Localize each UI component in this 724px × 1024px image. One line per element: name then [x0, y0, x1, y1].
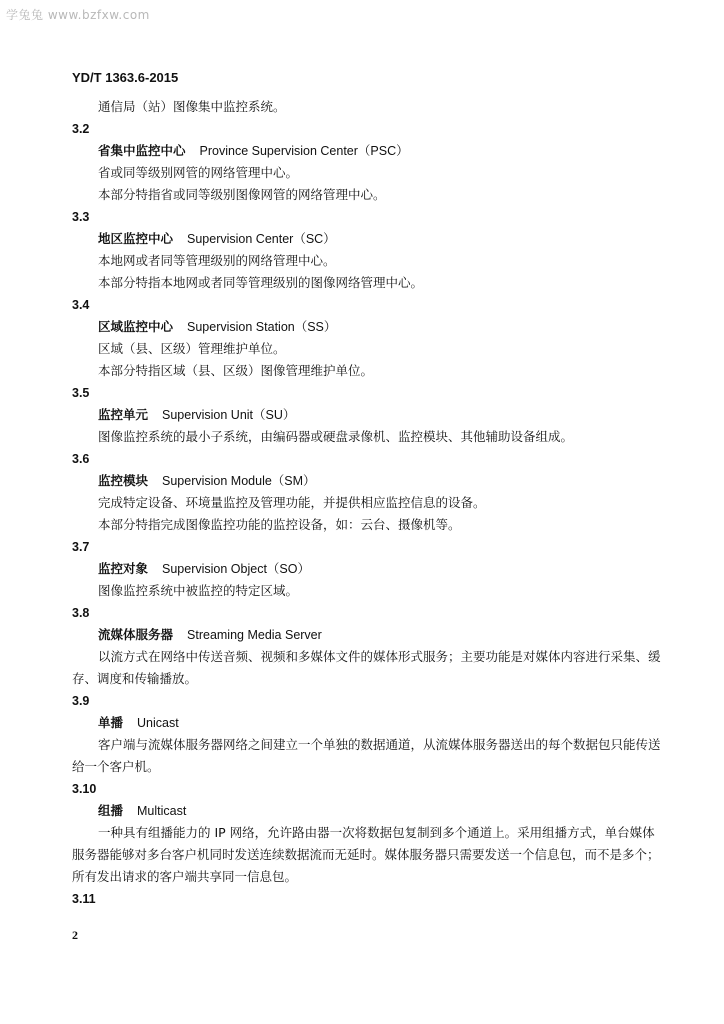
- section-number: [72, 118, 662, 140]
- section-number-text: 3.7: [72, 540, 90, 554]
- term-heading: [72, 712, 662, 734]
- term-chinese: 流媒体服务器: [98, 627, 174, 642]
- definition-text: 本部分特指本地网或者同等管理级别的图像网络管理中心。: [98, 275, 424, 290]
- term-chinese: 区域监控中心: [98, 319, 174, 334]
- definition-text: 完成特定设备、环境量监控及管理功能，并提供相应监控信息的设备。: [98, 495, 486, 510]
- section-number-text: 3.8: [72, 606, 90, 620]
- term-chinese: 监控单元: [98, 407, 149, 422]
- definition-text: 图像监控系统的最小子系统，由编码器或硬盘录像机、监控模块、其他辅助设备组成。: [98, 429, 574, 444]
- section-number-text: 3.4: [72, 298, 90, 312]
- term-english: Streaming Media Server: [187, 628, 322, 642]
- standard-code-header: YD/T 1363.6-2015: [72, 70, 179, 85]
- term-heading: [72, 800, 662, 822]
- term-heading: [72, 624, 662, 646]
- term-heading: [72, 404, 662, 426]
- term-heading: [72, 558, 662, 580]
- definition-paragraph: 以流方式在网络中传送音频、视频和多媒体文件的媒体形式服务；主要功能是对媒体内容进行采集、缓存、调度和传输播放。: [72, 649, 661, 686]
- section-number-text: 3.5: [72, 386, 90, 400]
- term-english: Supervision Center（SC）: [187, 232, 336, 246]
- term-heading: [72, 140, 662, 162]
- term-chinese: 省集中监控中心: [98, 143, 186, 158]
- definition-text: 本部分特指区域（县、区级）图像管理维护单位。: [98, 363, 374, 378]
- term-chinese: 监控对象: [98, 561, 149, 576]
- definition-text: 本部分特指省或同等级别图像网管的网络管理中心。: [98, 187, 386, 202]
- section-number: [72, 382, 662, 404]
- section-number-text: 3.3: [72, 210, 90, 224]
- term-heading: [72, 228, 662, 250]
- term-chinese: 监控模块: [98, 473, 149, 488]
- section-number-text: 3.2: [72, 122, 90, 136]
- section-number: [72, 690, 662, 712]
- term-chinese: 地区监控中心: [98, 231, 174, 246]
- definition-text: 区域（县、区级）管理维护单位。: [98, 341, 286, 356]
- term-chinese: 单播: [98, 715, 124, 730]
- definition-text: 本地网或者同等管理级别的网络管理中心。: [98, 253, 336, 268]
- term-english: Supervision Object（SO）: [162, 562, 310, 576]
- section-number: [72, 448, 662, 470]
- definition-paragraph: 客户端与流媒体服务器网络之间建立一个单独的数据通道，从流媒体服务器送出的每个数据包只能传送给一个客户机。: [72, 737, 661, 774]
- definition-text: 通信局（站）图像集中监控系统。: [98, 99, 286, 114]
- section-number: [72, 888, 662, 910]
- definition-text: 本部分特指完成图像监控功能的监控设备，如：云台、摄像机等。: [98, 517, 461, 532]
- section-number: [72, 536, 662, 558]
- section-number-text: 3.6: [72, 452, 90, 466]
- document-body: [72, 96, 662, 910]
- definition-text: 图像监控系统中被监控的特定区域。: [98, 583, 299, 598]
- section-number-text: 3.10: [72, 782, 97, 796]
- term-heading: [72, 316, 662, 338]
- section-number: [72, 206, 662, 228]
- term-english: Province Supervision Center（PSC）: [199, 144, 409, 158]
- term-english: Supervision Module（SM）: [162, 474, 316, 488]
- watermark: 学兔兔 www.bzfxw.com: [6, 8, 150, 22]
- definition-paragraph: 一种具有组播能力的 IP 网络，允许路由器一次将数据包复制到多个通道上。采用组播方式，单台媒体服务器能够对多台客户机同时发送连续数据流而无延时。媒体服务器只需要发送一个信息包，而不是多个；所有发出请求的客户端共享同一信息包。: [72, 825, 660, 884]
- section-number-text: 3.11: [72, 892, 96, 906]
- term-english: Supervision Unit（SU）: [162, 408, 296, 422]
- definition-text: 省或同等级别网管的网络管理中心。: [98, 165, 299, 180]
- page-number: 2: [72, 928, 78, 942]
- section-number: [72, 602, 662, 624]
- term-english: Unicast: [137, 716, 179, 730]
- term-chinese: 组播: [98, 803, 124, 818]
- term-english: Multicast: [137, 804, 187, 818]
- term-english: Supervision Station（SS）: [187, 320, 337, 334]
- term-heading: [72, 470, 662, 492]
- section-number-text: 3.9: [72, 694, 90, 708]
- section-number: [72, 778, 662, 800]
- section-number: [72, 294, 662, 316]
